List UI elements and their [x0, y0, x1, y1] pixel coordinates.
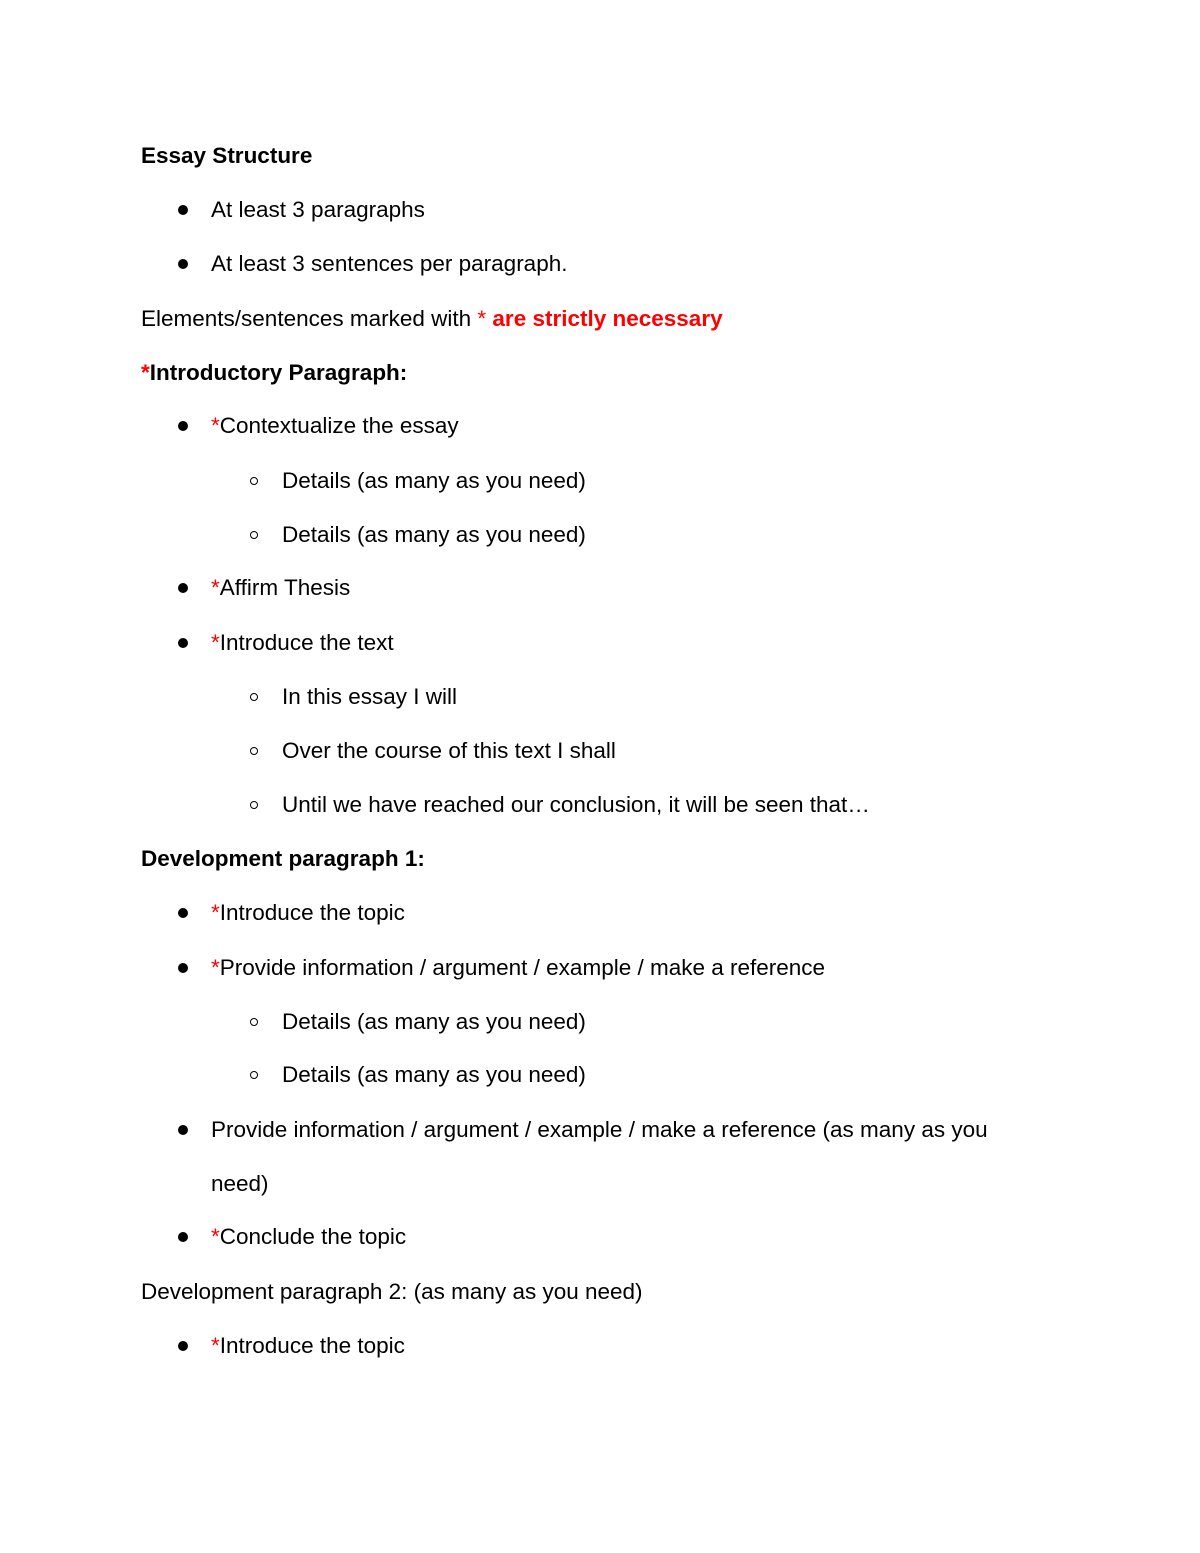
required-note: are strictly necessary — [486, 306, 723, 331]
required-asterisk: * — [211, 630, 220, 655]
required-asterisk: * — [211, 575, 220, 600]
bullet-icon — [178, 1341, 188, 1351]
required-asterisk: * — [211, 900, 220, 925]
required-asterisk: * — [141, 360, 150, 385]
circle-bullet-icon — [250, 693, 258, 701]
required-asterisk: * — [211, 413, 220, 438]
circle-bullet-icon — [250, 477, 258, 485]
required-asterisk: * — [211, 955, 220, 980]
required-asterisk: * — [211, 1333, 220, 1358]
bullet-icon — [178, 908, 188, 918]
required-asterisk: * — [211, 1224, 220, 1249]
bullet-icon — [178, 583, 188, 593]
document-page: Essay Structure At least 3 paragraphs At least 3 sentences per paragraph. Elements/sentences marked with * are strictly necessary *Introductory Paragraph: *Contextualize the essay Details (as many as you need) Details (as many as you need) *Affirm Thesis *Introduce the text In this essay I will Over the course of this text I shall Until we have reached our conclusion, it will be seen that… Development paragraph 1: *Introduce the topic *Provide information / argument / example / make a reference Details (as many as you need) Details (as many as you need) Provide information / argument / example / make a reference (as many as you need) *Conclude the topic Development paragraph 2: (as many as you need) *Introduce the topic — [141, 143, 988, 1358]
circle-bullet-icon — [250, 801, 258, 809]
circle-bullet-icon — [250, 1018, 258, 1026]
bullet-icon — [178, 259, 188, 269]
required-asterisk: * — [477, 306, 487, 331]
circle-bullet-icon — [250, 531, 258, 539]
bullet-icon — [178, 963, 188, 973]
bullet-icon — [178, 1232, 188, 1242]
circle-bullet-icon — [250, 1071, 258, 1079]
bullet-icon — [178, 638, 188, 648]
circle-bullet-icon — [250, 747, 258, 755]
bullet-icon — [178, 205, 188, 215]
bullet-icon — [178, 421, 188, 431]
bullet-icon — [178, 1125, 188, 1135]
